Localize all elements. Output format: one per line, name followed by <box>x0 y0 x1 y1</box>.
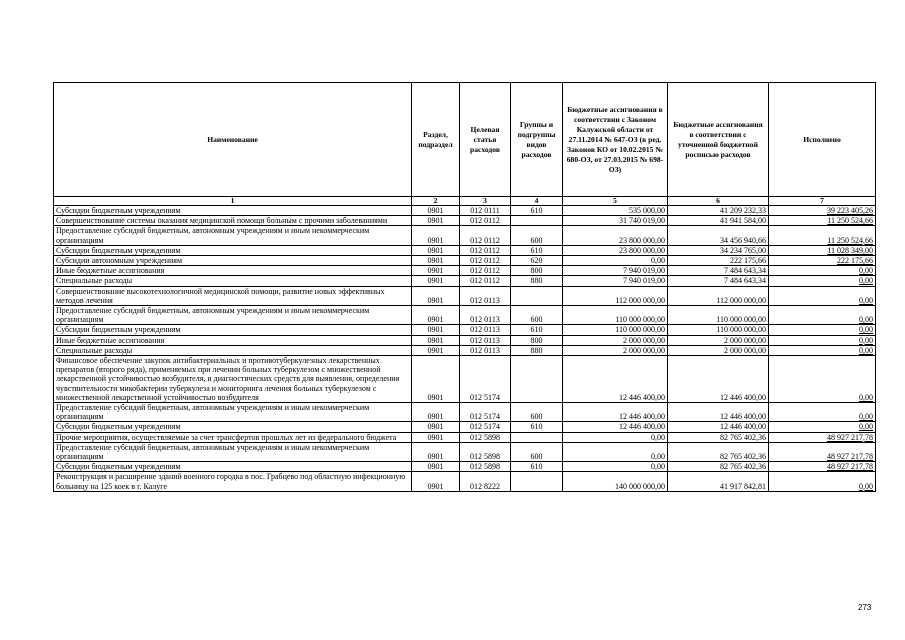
row-approved: 0,00 <box>563 462 668 472</box>
row-group <box>511 356 563 403</box>
row-approved: 0,00 <box>563 442 668 461</box>
header-approved: Бюджетные ассигнования в соответствии с Законом Калужской области от 27.11.2014 № 647-ОЗ (в ред. Законов КО от 10.02.2015 № 680-ОЗ, от 27.03.2015 № 698-ОЗ) <box>563 83 668 197</box>
row-section: 0901 <box>412 442 460 461</box>
row-target: 012 8222 <box>460 472 511 491</box>
row-target: 012 0113 <box>460 306 511 325</box>
row-name: Предоставление субсидий бюджетным, автономным учреждениям и иным некоммерческим организациям <box>54 306 412 325</box>
row-refined: 34 456 940,66 <box>668 226 769 245</box>
row-section: 0901 <box>412 335 460 345</box>
row-group: 600 <box>511 403 563 422</box>
row-executed: 0,00 <box>769 266 876 276</box>
col-number: 2 <box>412 197 460 206</box>
row-executed: 0,00 <box>769 306 876 325</box>
row-group: 610 <box>511 206 563 216</box>
col-number: 1 <box>54 197 412 206</box>
table-row <box>54 335 876 345</box>
row-name: Субсидии бюджетным учреждениям <box>54 206 412 216</box>
row-refined: 112 000 000,00 <box>668 286 769 305</box>
row-name: Специальные расходы <box>54 276 412 286</box>
row-executed: 222 175,66 <box>769 256 876 266</box>
col-number: 7 <box>769 197 876 206</box>
row-refined: 110 000 000,00 <box>668 306 769 325</box>
row-name: Финансовое обеспечение закупок антибактериальных и противотуберкулезных лекарственных препаратов (второго ряда), применяемых при лечении больных туберкулезом с множественной лекарственной устойчивостью возбудителя, и диагностических средств для выявления, определения чувствительности микобактерии туберкулеза и мониторинга лечения больных туберкулезом с множественной лекарственной устойчивостью возбудителя <box>54 356 412 403</box>
row-name: Иные бюджетные ассигнования <box>54 335 412 345</box>
row-section: 0901 <box>412 286 460 305</box>
col-number: 5 <box>563 197 668 206</box>
row-target: 012 5898 <box>460 462 511 472</box>
col-number: 3 <box>460 197 511 206</box>
row-group <box>511 432 563 442</box>
row-refined: 7 484 643,34 <box>668 276 769 286</box>
row-name: Совершенствование высокотехнологичной медицинской помощи, развитие новых эффективных методов лечения <box>54 286 412 305</box>
row-group: 600 <box>511 442 563 461</box>
row-executed: 11 250 524,66 <box>769 216 876 226</box>
row-name: Предоставление субсидий бюджетным, автономным учреждениям и иным некоммерческим организациям <box>54 442 412 461</box>
row-refined: 222 175,66 <box>668 256 769 266</box>
row-group <box>511 286 563 305</box>
page-number: 273 <box>858 603 872 612</box>
row-group: 610 <box>511 422 563 432</box>
row-name: Субсидии бюджетным учреждениям <box>54 325 412 335</box>
header-section: Раздел, подраздел <box>412 83 460 197</box>
row-refined: 82 765 402,36 <box>668 442 769 461</box>
row-name: Субсидии автономным учреждениям <box>54 256 412 266</box>
row-section: 0901 <box>412 356 460 403</box>
column-number-row <box>54 197 876 206</box>
row-refined: 82 765 402,36 <box>668 462 769 472</box>
row-executed: 48 927 217,78 <box>769 442 876 461</box>
header-name: Наименование <box>54 83 412 197</box>
row-section: 0901 <box>412 256 460 266</box>
table-row <box>54 422 876 432</box>
row-target: 012 0111 <box>460 206 511 216</box>
row-group: 610 <box>511 325 563 335</box>
header-groups: Группы и подгруппы видов расходов <box>511 83 563 197</box>
row-refined: 110 000 000,00 <box>668 325 769 335</box>
row-refined: 41 917 842,81 <box>668 472 769 491</box>
row-section: 0901 <box>412 462 460 472</box>
table-row <box>54 256 876 266</box>
row-section: 0901 <box>412 266 460 276</box>
row-approved: 140 000 000,00 <box>563 472 668 491</box>
table-row <box>54 403 876 422</box>
row-executed: 0,00 <box>769 345 876 355</box>
row-target: 012 5174 <box>460 356 511 403</box>
row-section: 0901 <box>412 432 460 442</box>
row-target: 012 5174 <box>460 403 511 422</box>
row-target: 012 5898 <box>460 432 511 442</box>
row-name: Иные бюджетные ассигнования <box>54 266 412 276</box>
row-refined: 41 941 584,00 <box>668 216 769 226</box>
row-group: 600 <box>511 306 563 325</box>
row-name: Предоставление субсидий бюджетным, автономным учреждениям и иным некоммерческим организациям <box>54 226 412 245</box>
row-approved: 12 446 400,00 <box>563 356 668 403</box>
row-approved: 0,00 <box>563 256 668 266</box>
row-target: 012 0112 <box>460 245 511 255</box>
row-approved: 7 940 019,00 <box>563 276 668 286</box>
row-target: 012 0113 <box>460 325 511 335</box>
row-section: 0901 <box>412 206 460 216</box>
row-name: Прочие мероприятия, осуществляемые за счет трансфертов прошлых лет из федерального бюджета <box>54 432 412 442</box>
header-refined: Бюджетные ассигнования в соответствии с уточненной бюджетной росписью расходов <box>668 83 769 197</box>
row-approved: 12 446 400,00 <box>563 422 668 432</box>
row-section: 0901 <box>412 403 460 422</box>
row-refined: 12 446 400,00 <box>668 403 769 422</box>
row-section: 0901 <box>412 422 460 432</box>
row-group: 600 <box>511 226 563 245</box>
table-row <box>54 245 876 255</box>
row-section: 0901 <box>412 245 460 255</box>
row-executed: 0,00 <box>769 403 876 422</box>
row-section: 0901 <box>412 345 460 355</box>
row-target: 012 0112 <box>460 266 511 276</box>
row-name: Предоставление субсидий бюджетным, автономным учреждениям и иным некоммерческим организациям <box>54 403 412 422</box>
row-approved: 0,00 <box>563 432 668 442</box>
row-approved: 7 940 019,00 <box>563 266 668 276</box>
row-refined: 12 446 400,00 <box>668 356 769 403</box>
row-executed: 11 250 524,66 <box>769 226 876 245</box>
row-refined: 7 484 643,34 <box>668 266 769 276</box>
table-row <box>54 206 876 216</box>
row-group: 800 <box>511 266 563 276</box>
row-group: 610 <box>511 245 563 255</box>
row-approved: 535 000,00 <box>563 206 668 216</box>
row-refined: 2 000 000,00 <box>668 345 769 355</box>
row-executed: 0,00 <box>769 335 876 345</box>
row-approved: 31 740 019,00 <box>563 216 668 226</box>
table-row <box>54 276 876 286</box>
row-target: 012 0113 <box>460 345 511 355</box>
table-row <box>54 432 876 442</box>
row-name: Специальные расходы <box>54 345 412 355</box>
row-target: 012 0112 <box>460 276 511 286</box>
row-executed: 48 927 217,78 <box>769 432 876 442</box>
row-target: 012 0112 <box>460 256 511 266</box>
header-target: Целевая статья расходов <box>460 83 511 197</box>
table-row <box>54 442 876 461</box>
row-executed: 11 028 349,00 <box>769 245 876 255</box>
row-group: 880 <box>511 276 563 286</box>
row-target: 012 0112 <box>460 226 511 245</box>
row-target: 012 0113 <box>460 286 511 305</box>
row-group <box>511 216 563 226</box>
row-name: Субсидии бюджетным учреждениям <box>54 462 412 472</box>
row-target: 012 5174 <box>460 422 511 432</box>
row-name: Субсидии бюджетным учреждениям <box>54 422 412 432</box>
row-section: 0901 <box>412 216 460 226</box>
row-refined: 82 765 402,36 <box>668 432 769 442</box>
row-executed: 0,00 <box>769 356 876 403</box>
table-row <box>54 266 876 276</box>
row-approved: 12 446 400,00 <box>563 403 668 422</box>
budget-table <box>53 82 876 492</box>
row-section: 0901 <box>412 306 460 325</box>
row-group <box>511 472 563 491</box>
row-executed: 0,00 <box>769 472 876 491</box>
table-row <box>54 325 876 335</box>
row-refined: 34 234 765,00 <box>668 245 769 255</box>
table-row <box>54 306 876 325</box>
row-group: 800 <box>511 335 563 345</box>
table-row <box>54 216 876 226</box>
row-approved: 112 000 000,00 <box>563 286 668 305</box>
row-section: 0901 <box>412 226 460 245</box>
table-row <box>54 226 876 245</box>
row-approved: 2 000 000,00 <box>563 335 668 345</box>
row-executed: 39 223 405,26 <box>769 206 876 216</box>
row-approved: 23 800 000,00 <box>563 245 668 255</box>
row-group: 620 <box>511 256 563 266</box>
table-body <box>54 206 876 492</box>
row-target: 012 0113 <box>460 335 511 345</box>
table-row <box>54 345 876 355</box>
row-executed: 48 927 217,78 <box>769 462 876 472</box>
table-row <box>54 356 876 403</box>
row-approved: 23 800 000,00 <box>563 226 668 245</box>
row-approved: 110 000 000,00 <box>563 306 668 325</box>
row-executed: 0,00 <box>769 286 876 305</box>
row-target: 012 5898 <box>460 442 511 461</box>
row-group: 610 <box>511 462 563 472</box>
row-refined: 2 000 000,00 <box>668 335 769 345</box>
row-group: 880 <box>511 345 563 355</box>
row-refined: 41 209 232,33 <box>668 206 769 216</box>
row-executed: 0,00 <box>769 422 876 432</box>
row-name: Реконструкция и расширение зданий военного городка в пос. Грабцево под областную инфекционную больницу на 125 коек в г. Калуге <box>54 472 412 491</box>
row-executed: 0,00 <box>769 276 876 286</box>
row-refined: 12 446 400,00 <box>668 422 769 432</box>
col-number: 6 <box>668 197 769 206</box>
row-approved: 2 000 000,00 <box>563 345 668 355</box>
row-executed: 0,00 <box>769 325 876 335</box>
table-row <box>54 462 876 472</box>
table-row <box>54 286 876 305</box>
row-target: 012 0112 <box>460 216 511 226</box>
row-name: Субсидии бюджетным учреждениям <box>54 245 412 255</box>
row-section: 0901 <box>412 276 460 286</box>
col-number: 4 <box>511 197 563 206</box>
row-approved: 110 000 000,00 <box>563 325 668 335</box>
table-header-row <box>54 83 876 197</box>
header-executed: Исполнено <box>769 83 876 197</box>
row-section: 0901 <box>412 325 460 335</box>
row-section: 0901 <box>412 472 460 491</box>
table-row <box>54 472 876 491</box>
row-name: Совершенствование системы оказания медицинской помощи больным с прочими заболеваниями <box>54 216 412 226</box>
